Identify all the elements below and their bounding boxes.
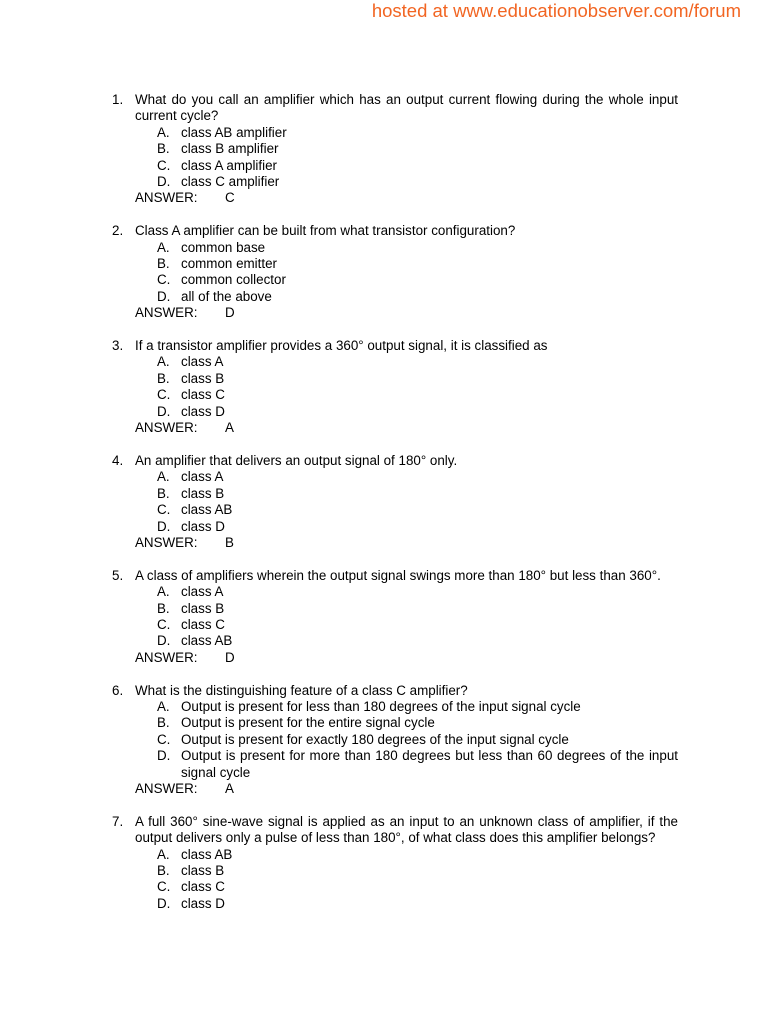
option-item: [157, 256, 678, 272]
question-item: [112, 683, 678, 798]
option-item: [157, 519, 678, 535]
option-letter: C.: [157, 731, 171, 747]
option-letter: B.: [157, 485, 170, 501]
option-text: class C: [181, 879, 225, 895]
option-item: [157, 272, 678, 288]
option-item: [157, 125, 678, 141]
option-text: class D: [181, 403, 225, 419]
answer-value: A: [225, 420, 234, 436]
option-letter: C.: [157, 272, 171, 288]
question-line: [112, 223, 678, 239]
option-item: [157, 847, 678, 863]
option-letter: D.: [157, 895, 171, 911]
option-item: [157, 486, 678, 502]
option-text: class B: [181, 485, 225, 501]
option-text: class C: [181, 616, 225, 632]
question-item: [112, 814, 678, 912]
option-item: [157, 601, 678, 617]
option-item: [157, 633, 678, 649]
question-number: 7.: [112, 813, 124, 829]
question-line: [112, 453, 678, 469]
option-list: [157, 240, 678, 306]
option-letter: B.: [157, 863, 170, 878]
option-text: Output is present for the entire signal cycle: [181, 715, 435, 731]
option-text: class A: [181, 584, 224, 600]
option-list: [157, 847, 678, 913]
option-item: [157, 469, 678, 485]
option-text: common collector: [181, 272, 286, 288]
option-text: class A: [181, 354, 224, 370]
answer-label: ANSWER:: [135, 649, 198, 665]
option-letter: A.: [157, 469, 170, 485]
option-item: [157, 354, 678, 370]
option-item: [157, 863, 678, 879]
option-item: [157, 879, 678, 895]
option-letter: D.: [157, 403, 171, 419]
option-text: class D: [181, 518, 225, 534]
answer-line: [135, 781, 678, 797]
option-letter: D.: [157, 518, 171, 534]
option-text: common emitter: [181, 256, 277, 272]
answer-label: ANSWER:: [135, 420, 198, 436]
answer-value: B: [225, 534, 234, 550]
question-text: What do you call an amplifier which has an output current flowing during the whole input current cycle?: [135, 92, 678, 124]
option-text: class A: [181, 469, 224, 485]
option-letter: B.: [157, 370, 170, 386]
option-letter: D.: [157, 288, 171, 304]
option-text: common base: [181, 239, 266, 255]
option-item: [157, 404, 678, 420]
answer-line: [135, 650, 678, 666]
question-number: 2.: [112, 223, 124, 239]
option-text: class AB amplifier: [181, 124, 287, 140]
question-number: 3.: [112, 338, 124, 354]
answer-label: ANSWER:: [135, 190, 198, 206]
answer-line: [135, 305, 678, 321]
question-text: A class of amplifiers wherein the output signal swings more than 180° but less than 360°.: [135, 567, 661, 583]
option-item: [157, 699, 678, 715]
option-list: [157, 699, 678, 781]
option-item: [157, 617, 678, 633]
option-letter: A.: [157, 354, 170, 370]
option-letter: C.: [157, 157, 171, 173]
option-text: class C amplifier: [181, 174, 280, 190]
option-list: [157, 584, 678, 650]
option-letter: C.: [157, 879, 171, 895]
option-letter: A.: [157, 124, 170, 140]
question-line: [112, 338, 678, 354]
question-text: An amplifier that delivers an output signal of 180° only.: [135, 452, 458, 468]
answer-value: D: [225, 305, 235, 321]
answer-line: [135, 420, 678, 436]
option-text: Output is present for less than 180 degrees of the input signal cycle: [181, 698, 581, 714]
question-number: 1.: [112, 92, 124, 107]
option-letter: C.: [157, 502, 171, 518]
option-item: [157, 174, 678, 190]
question-item: [112, 453, 678, 551]
option-letter: B.: [157, 256, 170, 272]
option-text: class D: [181, 895, 225, 911]
option-letter: A.: [157, 239, 170, 255]
answer-line: [135, 535, 678, 551]
question-number: 6.: [112, 682, 124, 698]
option-text: Output is present for exactly 180 degrees of the input signal cycle: [181, 731, 569, 747]
option-text: class AB: [181, 633, 233, 649]
option-text: class B: [181, 370, 225, 386]
answer-label: ANSWER:: [135, 534, 198, 550]
option-list: [157, 125, 678, 191]
question-text: Class A amplifier can be built from what transistor configuration?: [135, 223, 516, 239]
option-letter: A.: [157, 698, 170, 714]
option-item: [157, 732, 678, 748]
option-text: all of the above: [181, 288, 272, 304]
option-list: [157, 354, 678, 420]
question-number: 4.: [112, 452, 124, 468]
option-text: class A amplifier: [181, 157, 278, 173]
option-text: class AB: [181, 502, 233, 518]
question-line: [112, 568, 678, 584]
option-item: [157, 896, 678, 912]
option-letter: C.: [157, 387, 171, 403]
answer-label: ANSWER:: [135, 780, 198, 796]
option-text: Output is present for more than 180 degrees but less than 60 degrees of the input signal cycle: [181, 748, 678, 780]
answer-value: C: [225, 190, 235, 206]
option-letter: B.: [157, 141, 170, 157]
question-line: [112, 814, 678, 847]
option-list: [157, 469, 678, 535]
option-letter: A.: [157, 584, 170, 600]
option-item: [157, 371, 678, 387]
option-text: class C: [181, 387, 225, 403]
question-text: A full 360° sine-wave signal is applied as an input to an unknown class of amplifier, if the output delivers only a pulse of less than 180°, of what class does this amplifier belongs?: [135, 813, 678, 846]
option-item: [157, 715, 678, 731]
question-line: [112, 92, 678, 125]
option-item: [157, 584, 678, 600]
question-item: [112, 338, 678, 436]
option-letter: D.: [157, 748, 171, 764]
question-list: [112, 92, 678, 929]
option-item: [157, 502, 678, 518]
option-item: [157, 141, 678, 157]
option-text: class B: [181, 600, 225, 616]
question-item: [112, 223, 678, 321]
option-text: class B amplifier: [181, 141, 279, 157]
question-number: 5.: [112, 567, 124, 583]
option-letter: D.: [157, 633, 171, 649]
option-letter: B.: [157, 715, 170, 731]
answer-line: [135, 190, 678, 206]
option-item: [157, 748, 678, 781]
option-item: [157, 240, 678, 256]
answer-value: D: [225, 649, 235, 665]
option-letter: D.: [157, 174, 171, 190]
question-text: What is the distinguishing feature of a class C amplifier?: [135, 682, 468, 698]
option-item: [157, 289, 678, 305]
option-letter: C.: [157, 616, 171, 632]
option-item: [157, 387, 678, 403]
question-line: [112, 683, 678, 699]
question-item: [112, 92, 678, 207]
option-letter: B.: [157, 600, 170, 616]
option-letter: A.: [157, 846, 170, 862]
answer-label: ANSWER:: [135, 305, 198, 321]
question-text: If a transistor amplifier provides a 360° output signal, it is classified as: [135, 338, 548, 354]
option-text: class AB: [181, 846, 233, 862]
option-item: [157, 158, 678, 174]
option-text: class B: [181, 863, 225, 878]
answer-value: A: [225, 780, 234, 796]
watermark-link[interactable]: hosted at www.educationobserver.com/forum: [371, 0, 741, 21]
question-item: [112, 568, 678, 666]
